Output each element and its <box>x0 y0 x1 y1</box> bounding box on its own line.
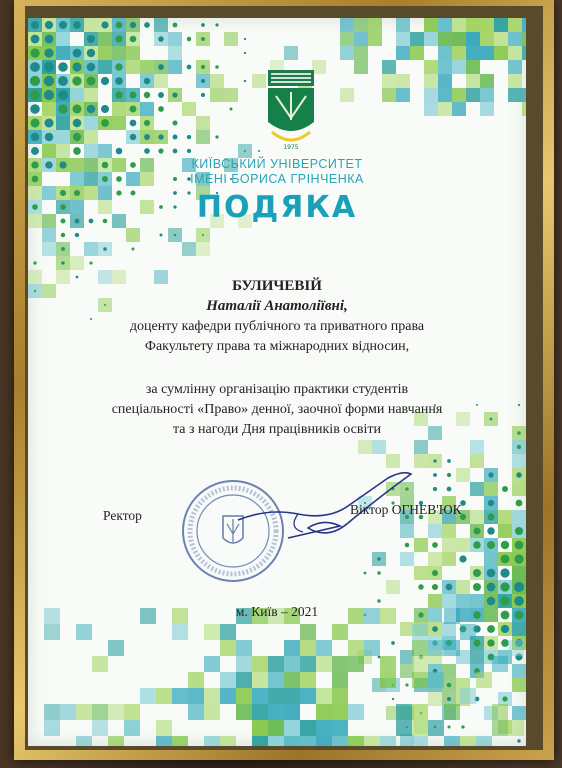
certificate-paper <box>28 18 526 746</box>
university-name-line1: КИЇВСЬКИЙ УНІВЕРСИТЕТ <box>191 157 363 171</box>
university-logo <box>266 70 316 152</box>
reason-line-3: та з нагоди Дня працівників освіти <box>173 422 381 437</box>
position-line-1: доценту кафедри публічного та приватного права <box>129 319 425 334</box>
reason-line-1: за сумлінну організацію практики студентів <box>145 382 409 397</box>
certificate-title: ПОДЯКА <box>196 190 358 225</box>
recipient-name: Наталії Анатоліївні, <box>206 298 348 314</box>
position-line-2: Факультету права та міжнародних відносин, <box>144 339 410 354</box>
reason-line-2: спеціальності «Право» денної, заочної форми навчання <box>111 402 443 417</box>
signer-title: Ректор <box>103 508 142 523</box>
university-name-line2: ІМЕНІ БОРИСА ГРІНЧЕНКА <box>190 172 364 186</box>
place-date: м. Київ – 2021 <box>235 604 319 619</box>
signer-name: Віктор ОГНЕВ'ЮК <box>350 502 462 517</box>
logo-year: 1975 <box>283 144 299 151</box>
recipient-surname: БУЛИЧЕВІЙ <box>232 278 322 294</box>
